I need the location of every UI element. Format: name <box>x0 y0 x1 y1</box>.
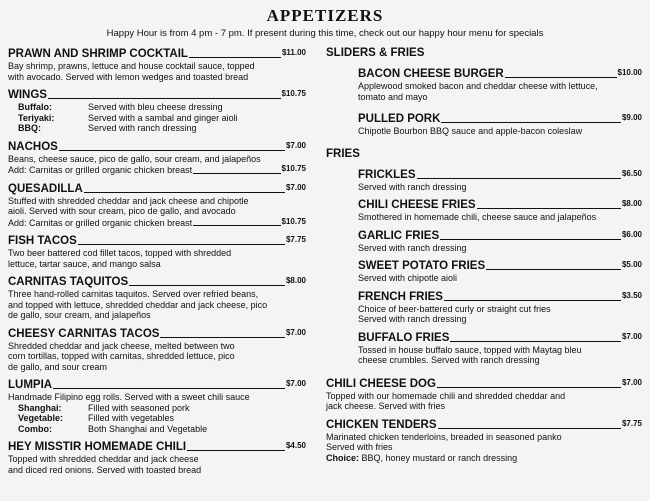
item-price: $6.50 <box>621 168 642 178</box>
item-name: FRICKLES <box>358 168 416 181</box>
menu-item-chili-cheese-dog <box>326 376 642 412</box>
sub-option-label: Vegetable: <box>18 413 64 423</box>
item-description: Shredded cheddar and jack cheese, melted between two <box>8 340 235 351</box>
item-name: SWEET POTATO FRIES <box>358 260 486 272</box>
sub-option-label: BBQ: <box>18 123 41 133</box>
sub-option <box>8 424 306 435</box>
menu-item-cheesy-carnitas-tacos <box>8 326 306 373</box>
item-description: Choice of beer-battered curly or straight cut fries <box>358 303 551 314</box>
item-name: WINGS <box>8 89 47 101</box>
menu-item-chili-cheese-fries <box>358 197 642 223</box>
sub-option-text: Served with ranch dressing <box>88 123 197 133</box>
item-description: Handmade Filipino egg rolls. Served with a sweet chili sauce <box>8 392 250 402</box>
item-price: $7.00 <box>285 379 306 388</box>
section-heading-sliders: SLIDERS & FRIES <box>326 47 425 59</box>
item-description: de gallo, and sour cream <box>8 361 108 372</box>
sub-option-text: Served with bleu cheese dressing <box>88 102 223 112</box>
item-name: PULLED PORK <box>358 113 441 125</box>
item-price: $3.50 <box>621 290 642 300</box>
item-description: Smothered in homemade chili, cheese sauce and jalapeños <box>358 212 597 222</box>
menu-item-lumpia <box>8 377 306 434</box>
item-name: CHEESY CARNITAS TACOS <box>8 327 160 340</box>
item-choice <box>326 453 642 464</box>
item-description: Bay shrimp, prawns, lettuce and house cocktail sauce, topped <box>8 61 255 71</box>
item-description: and diced red onions. Served with toasted bread <box>8 464 202 475</box>
item-name: CHILI CHEESE FRIES <box>358 199 476 211</box>
item-name: FRENCH FRIES <box>358 290 443 303</box>
menu-item-wings <box>8 87 306 134</box>
menu-item-french-fries <box>358 289 642 325</box>
item-price: $10.00 <box>617 68 642 77</box>
item-description: Stuffed with shredded cheddar and jack cheese and chipotle <box>8 195 249 206</box>
add-on-text: Add: Carnitas or grilled organic chicken breast <box>8 217 193 228</box>
item-description: cheese crumbles. Served with ranch dressing <box>358 355 540 365</box>
item-price: $11.00 <box>281 48 306 57</box>
item-name: LUMPIA <box>8 379 53 391</box>
item-name: FISH TACOS <box>8 235 77 247</box>
item-description: Tossed in house buffalo sauce, topped with Maytag bleu <box>358 344 582 355</box>
item-description: de gallo, sour cream, and jalapeños <box>8 310 151 320</box>
item-description: Marinated chicken tenderloins, breaded in seasoned panko <box>326 431 562 442</box>
menu-item-chicken-tenders <box>326 417 642 464</box>
item-description: Beans, cheese sauce, pico de gallo, sour cream, and jalapeños <box>8 153 261 164</box>
item-name: PRAWN AND SHRIMP COCKTAIL <box>8 48 188 60</box>
sub-option <box>8 113 306 124</box>
menu-item-sweet-potato-fries <box>358 258 642 284</box>
menu-title: APPETIZERS <box>266 6 384 25</box>
item-price: $7.00 <box>621 331 642 341</box>
item-description: corn tortillas, topped with carnitas, shredded lettuce, pico <box>8 351 235 361</box>
item-description: and topped with lettuce, shredded cheddar and jack cheese, pico <box>8 299 268 310</box>
menu-item-frickles <box>358 167 642 193</box>
add-on-price: $10.75 <box>281 216 306 226</box>
item-description: aioli. Served with sour cream, pico de gallo, and avocado <box>8 206 236 216</box>
item-description: Served with ranch dressing <box>358 242 467 253</box>
menu-item-carnitas-taquitos <box>8 274 306 321</box>
item-description: Served with ranch dressing <box>358 314 467 324</box>
item-description: with avocado. Served with lemon wedges and toasted bread <box>8 71 249 82</box>
sub-option-text: Both Shanghai and Vegetable <box>88 423 208 434</box>
sub-option-label: Buffalo: <box>18 102 52 112</box>
item-price: $7.00 <box>285 327 306 337</box>
item-price: $6.00 <box>621 229 642 239</box>
left-column <box>8 46 306 480</box>
item-price: $8.00 <box>621 199 642 208</box>
right-column <box>326 46 642 480</box>
item-description: lettuce, tartar sauce, and mango salsa <box>8 258 161 269</box>
menu-item-quesadilla <box>8 181 306 229</box>
item-description: tomato and mayo <box>358 91 428 102</box>
choice-label: Choice: <box>326 452 360 463</box>
item-name: CARNITAS TAQUITOS <box>8 276 129 288</box>
menu-item-prawn-shrimp-cocktail <box>8 46 306 82</box>
item-description: Served with ranch dressing <box>358 181 467 192</box>
add-on-option <box>8 217 306 229</box>
item-description: Two beer battered cod fillet tacos, topped with shredded <box>8 248 232 258</box>
item-description: Served with chipotle aioli <box>358 273 458 283</box>
item-name: BACON CHEESE BURGER <box>358 68 504 80</box>
section-heading-fries: FRIES <box>326 147 360 160</box>
item-description: Three hand-rolled carnitas taquitos. Served over refried beans, <box>8 289 259 299</box>
item-price: $4.50 <box>285 441 306 450</box>
item-price: $5.00 <box>621 260 642 269</box>
item-description: Topped with shredded cheddar and jack cheese <box>8 454 199 464</box>
menu-item-garlic-fries <box>358 228 642 254</box>
menu-item-buffalo-fries <box>358 330 642 366</box>
sub-option-text: Served with a sambal and ginger aioli <box>88 112 238 123</box>
sub-option-label: Combo: <box>18 423 52 434</box>
menu-item-bacon-cheese-burger <box>358 66 642 102</box>
menu-item-nachos <box>8 139 306 176</box>
choice-text: BBQ, honey mustard or ranch dressing <box>361 452 518 463</box>
item-name: GARLIC FRIES <box>358 229 440 242</box>
item-description: Applewood smoked bacon and cheddar cheese with lettuce, <box>358 81 598 91</box>
item-name: CHILI CHEESE DOG <box>326 377 436 390</box>
menu-item-pulled-pork <box>358 111 642 137</box>
add-on-text: Add: Carnitas or grilled organic chicken breast <box>8 165 193 175</box>
item-price: $7.00 <box>285 140 306 150</box>
sub-option-label: Teriyaki: <box>18 112 55 123</box>
menu-item-fish-tacos <box>8 233 306 269</box>
sub-option-text: Filled with seasoned pork <box>88 402 190 413</box>
item-description: jack cheese. Served with fries <box>326 401 446 411</box>
item-description: Chipotle Bourbon BBQ sauce and apple-bacon coleslaw <box>358 126 583 136</box>
item-name: HEY MISSTIR HOMEMADE CHILI <box>8 441 187 453</box>
sub-option <box>8 102 306 113</box>
sub-option <box>8 403 306 414</box>
item-price: $7.75 <box>621 418 642 428</box>
sub-option <box>8 123 306 134</box>
item-price: $7.00 <box>285 182 306 192</box>
sub-option-label: Shanghai: <box>18 402 62 413</box>
add-on-price: $10.75 <box>281 164 306 173</box>
sub-option <box>8 413 306 424</box>
happy-hour-note: Happy Hour is from 4 pm - 7 pm. If present during this time, check out our happy hour menu for specials <box>106 28 544 39</box>
item-name: NACHOS <box>8 140 58 153</box>
item-price: $10.75 <box>281 89 306 98</box>
item-price: $7.00 <box>621 377 642 387</box>
item-price: $8.00 <box>285 276 306 285</box>
item-name: CHICKEN TENDERS <box>326 418 437 431</box>
item-description: Topped with our homemade chili and shredded cheddar and <box>326 390 566 401</box>
item-name: QUESADILLA <box>8 182 83 195</box>
menu-item-homemade-chili <box>8 439 306 475</box>
item-price: $9.00 <box>621 113 642 122</box>
sub-option-text: Filled with vegetables <box>88 413 175 423</box>
item-price: $7.75 <box>285 235 306 244</box>
add-on-option <box>8 164 306 176</box>
item-description: Served with fries <box>326 442 393 452</box>
item-name: BUFFALO FRIES <box>358 331 450 344</box>
